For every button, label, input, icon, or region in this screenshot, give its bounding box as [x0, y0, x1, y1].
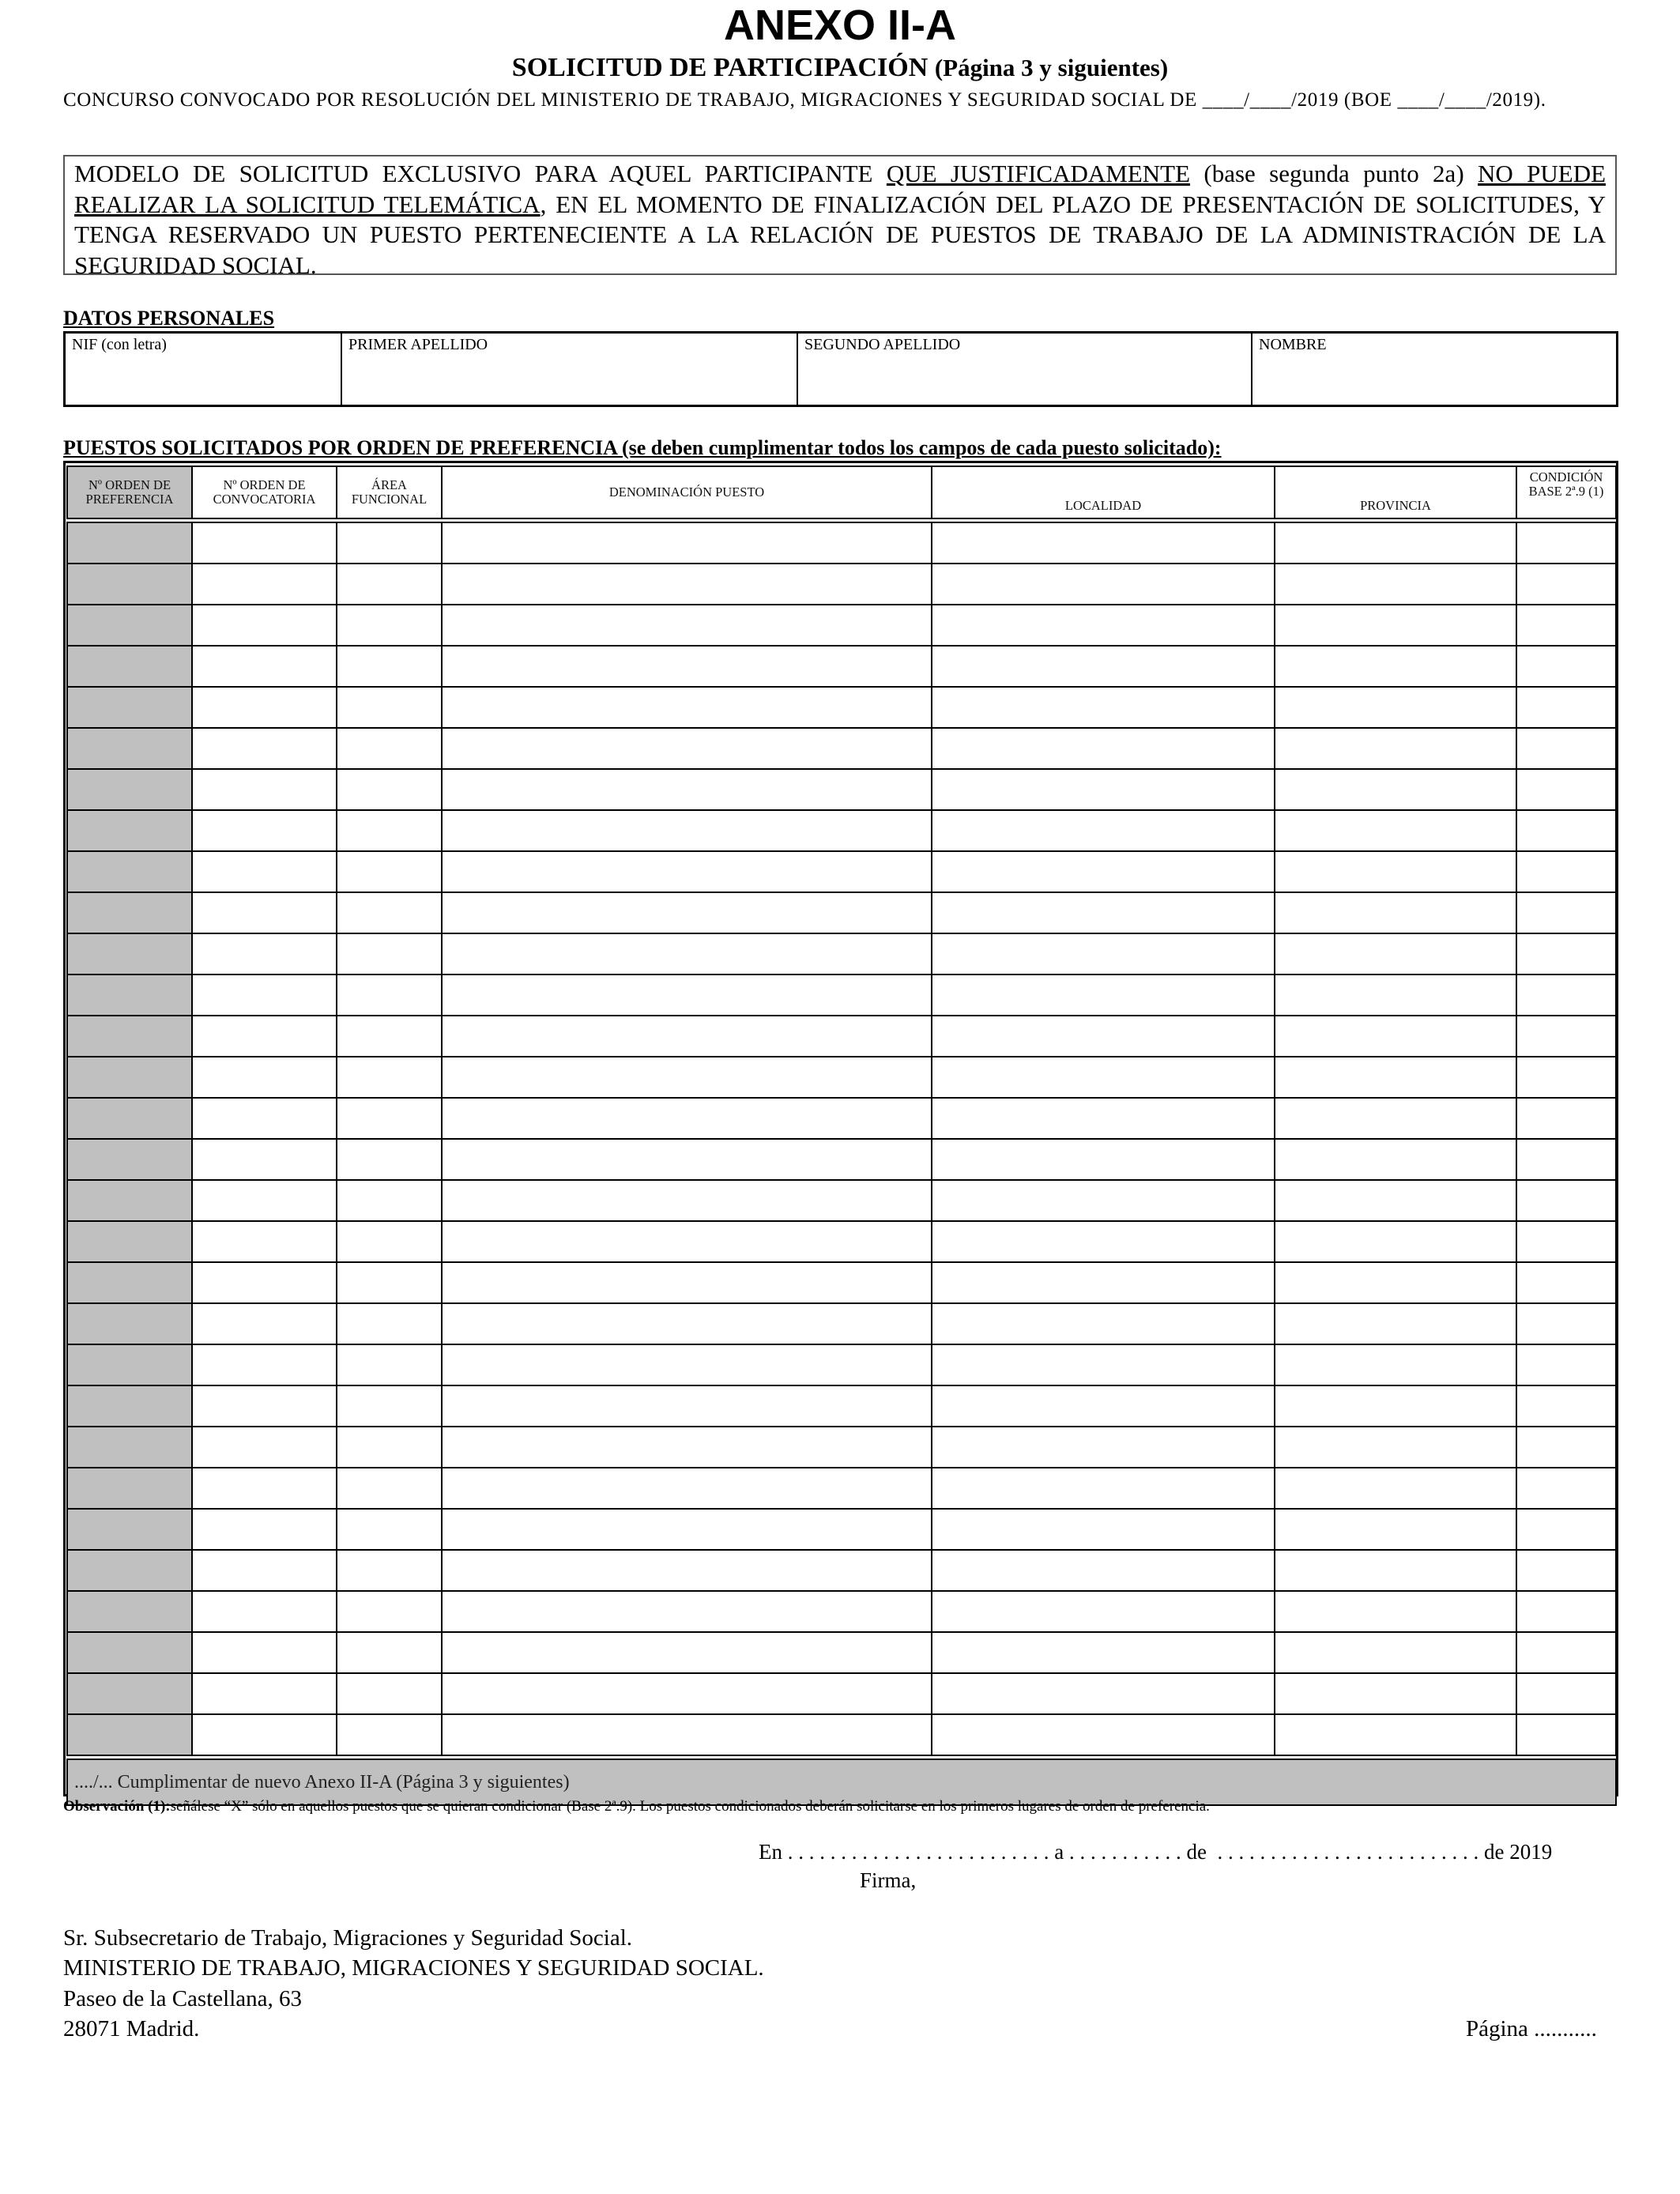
post-row [67, 1016, 1616, 1057]
post-cell[interactable] [192, 687, 337, 728]
post-cell[interactable] [1516, 933, 1616, 974]
post-cell[interactable] [337, 1673, 442, 1714]
post-cell[interactable] [67, 974, 192, 1016]
posts-footer-note: ..../... Cumplimentar de nuevo Anexo II-A (Página 3 y siguientes) [67, 1759, 1616, 1805]
post-cell[interactable] [67, 1139, 192, 1180]
personal-data-table [63, 331, 1618, 407]
observation-text: señálese “X” sólo en aquellos puestos que se quieran condicionar (Base 2ª.9). Los puestos condicionados deberán solicitarse en los primeros lugares de orden de preferencia. [170, 1798, 1210, 1815]
post-cell[interactable] [67, 1262, 192, 1303]
post-cell[interactable] [1516, 974, 1616, 1016]
post-cell[interactable] [337, 1591, 442, 1632]
post-cell[interactable] [442, 851, 932, 892]
post-row [67, 1591, 1616, 1632]
post-cell[interactable] [1275, 974, 1516, 1016]
post-cell[interactable] [1275, 1468, 1516, 1509]
post-cell[interactable] [1275, 810, 1516, 851]
post-cell[interactable] [337, 892, 442, 933]
post-cell[interactable] [932, 1385, 1275, 1427]
post-cell[interactable] [1275, 1591, 1516, 1632]
post-cell[interactable] [192, 769, 337, 810]
post-cell[interactable] [442, 1262, 932, 1303]
post-cell[interactable] [442, 1139, 932, 1180]
post-cell[interactable] [1516, 522, 1616, 564]
post-cell[interactable] [192, 1303, 337, 1344]
post-row [67, 1714, 1616, 1755]
col-area-funcional: ÁREA FUNCIONAL [337, 466, 442, 518]
page-number-label: Página ........... [1466, 2016, 1597, 2041]
post-cell[interactable] [442, 522, 932, 564]
post-cell[interactable] [1516, 1632, 1616, 1673]
post-cell[interactable] [67, 1632, 192, 1673]
post-cell[interactable] [1275, 892, 1516, 933]
post-cell[interactable] [1516, 1180, 1616, 1221]
post-cell[interactable] [192, 1221, 337, 1262]
post-cell[interactable] [192, 1427, 337, 1468]
post-cell[interactable] [1516, 687, 1616, 728]
post-cell[interactable] [932, 974, 1275, 1016]
post-cell[interactable] [337, 1344, 442, 1385]
second-surname-field[interactable] [798, 334, 1252, 405]
post-cell[interactable] [1275, 687, 1516, 728]
post-cell[interactable] [1516, 1057, 1616, 1098]
post-cell[interactable] [932, 728, 1275, 769]
post-cell[interactable] [932, 1016, 1275, 1057]
posts-table-frame [63, 461, 1618, 1796]
post-cell[interactable] [442, 1673, 932, 1714]
post-cell[interactable] [192, 933, 337, 974]
post-cell[interactable] [67, 769, 192, 810]
post-cell[interactable] [337, 1714, 442, 1755]
post-cell[interactable] [1516, 1714, 1616, 1755]
first-surname-field[interactable] [342, 334, 798, 405]
post-row [67, 728, 1616, 769]
post-cell[interactable] [932, 1098, 1275, 1139]
post-cell[interactable] [1516, 1427, 1616, 1468]
name-label: NOMBRE [1259, 336, 1327, 353]
form-subtitle [0, 52, 1680, 84]
post-cell[interactable] [1275, 1016, 1516, 1057]
post-cell[interactable] [192, 1016, 337, 1057]
post-cell[interactable] [67, 1673, 192, 1714]
post-row [67, 769, 1616, 810]
post-row [67, 810, 1616, 851]
post-row [67, 1057, 1616, 1098]
notice-part-2: (base segunda punto 2a) [1190, 160, 1478, 187]
post-cell[interactable] [67, 1303, 192, 1344]
notice-underlined-2: NO PUEDE REALIZAR LA SOLICITUD TELEMÁTICA [74, 160, 1607, 218]
post-cell[interactable] [192, 1632, 337, 1673]
post-row [67, 564, 1616, 605]
post-cell[interactable] [67, 933, 192, 974]
post-cell[interactable] [442, 646, 932, 687]
post-cell[interactable] [192, 564, 337, 605]
post-cell[interactable] [442, 810, 932, 851]
post-cell[interactable] [337, 851, 442, 892]
post-cell[interactable] [192, 1180, 337, 1221]
post-cell[interactable] [442, 892, 932, 933]
post-cell[interactable] [192, 1468, 337, 1509]
post-cell[interactable] [1275, 646, 1516, 687]
post-cell[interactable] [67, 1427, 192, 1468]
post-cell[interactable] [932, 1057, 1275, 1098]
posts-heading-text: PUESTOS SOLICITADOS POR ORDEN DE PREFERENCIA [63, 436, 617, 459]
post-cell[interactable] [1275, 1550, 1516, 1591]
convocatoria-text: CONCURSO CONVOCADO POR RESOLUCIÓN DEL MINISTERIO DE TRABAJO, MIGRACIONES Y SEGURIDAD SOCIAL DE ____/____/2019 (BOE ____/____/2019). [63, 89, 1546, 111]
post-cell[interactable] [337, 1632, 442, 1673]
name-field[interactable] [1252, 334, 1616, 405]
post-cell[interactable] [442, 1098, 932, 1139]
post-cell[interactable] [932, 1550, 1275, 1591]
post-cell[interactable] [932, 1591, 1275, 1632]
post-cell[interactable] [192, 605, 337, 646]
post-cell[interactable] [67, 892, 192, 933]
model-notice-text [74, 159, 1606, 281]
post-cell[interactable] [192, 1262, 337, 1303]
post-cell[interactable] [932, 810, 1275, 851]
post-row [67, 1098, 1616, 1139]
post-cell[interactable] [67, 605, 192, 646]
post-cell[interactable] [442, 769, 932, 810]
post-cell[interactable] [442, 605, 932, 646]
post-cell[interactable] [67, 851, 192, 892]
post-cell[interactable] [442, 1344, 932, 1385]
post-cell[interactable] [337, 646, 442, 687]
post-cell[interactable] [67, 1714, 192, 1755]
post-cell[interactable] [337, 1221, 442, 1262]
post-cell[interactable] [1275, 1673, 1516, 1714]
post-cell[interactable] [337, 564, 442, 605]
post-cell[interactable] [442, 1632, 932, 1673]
col-orden-preferencia: Nº ORDEN DE PREFERENCIA [67, 466, 192, 518]
post-cell[interactable] [192, 1057, 337, 1098]
post-cell[interactable] [932, 1509, 1275, 1550]
post-cell[interactable] [1516, 1591, 1616, 1632]
post-cell[interactable] [67, 687, 192, 728]
observation-label: Observación (1): [63, 1798, 171, 1815]
posts-heading-note: (se deben cumplimentar todos los campos de cada puesto solicitado): [621, 436, 1222, 459]
post-cell[interactable] [67, 1098, 192, 1139]
post-cell[interactable] [1516, 1016, 1616, 1057]
post-cell[interactable] [1275, 605, 1516, 646]
post-row [67, 933, 1616, 974]
subtitle-text: SOLICITUD DE PARTICIPACIÓN [511, 53, 929, 82]
post-cell[interactable] [337, 1468, 442, 1509]
post-cell[interactable] [1516, 851, 1616, 892]
post-cell[interactable] [1516, 564, 1616, 605]
post-cell[interactable] [337, 1098, 442, 1139]
annex-title: ANEXO II-A [723, 2, 957, 49]
post-row [67, 1427, 1616, 1468]
post-cell[interactable] [932, 646, 1275, 687]
post-cell[interactable] [192, 1139, 337, 1180]
post-cell[interactable] [1275, 1509, 1516, 1550]
post-cell[interactable] [442, 1427, 932, 1468]
post-cell[interactable] [932, 1180, 1275, 1221]
post-row [67, 1509, 1616, 1550]
post-cell[interactable] [1275, 1262, 1516, 1303]
post-row [67, 1221, 1616, 1262]
post-row [67, 1550, 1616, 1591]
post-cell[interactable] [442, 687, 932, 728]
post-cell[interactable] [442, 1180, 932, 1221]
post-cell[interactable] [1275, 1385, 1516, 1427]
post-cell[interactable] [337, 1303, 442, 1344]
post-cell[interactable] [337, 1180, 442, 1221]
post-cell[interactable] [442, 933, 932, 974]
recipient-line-2: MINISTERIO DE TRABAJO, MIGRACIONES Y SEGURIDAD SOCIAL. [63, 1955, 764, 1981]
post-cell[interactable] [337, 769, 442, 810]
post-cell[interactable] [1516, 1139, 1616, 1180]
post-cell[interactable] [192, 1509, 337, 1550]
post-cell[interactable] [442, 974, 932, 1016]
post-cell[interactable] [192, 1714, 337, 1755]
post-cell[interactable] [1275, 522, 1516, 564]
post-cell[interactable] [1275, 1427, 1516, 1468]
post-row [67, 851, 1616, 892]
post-cell[interactable] [67, 522, 192, 564]
post-cell[interactable] [1275, 1221, 1516, 1262]
post-cell[interactable] [337, 810, 442, 851]
post-cell[interactable] [932, 605, 1275, 646]
post-cell[interactable] [1516, 1098, 1616, 1139]
model-notice-box [63, 155, 1617, 279]
post-row [67, 1139, 1616, 1180]
second-surname-label: SEGUNDO APELLIDO [804, 336, 961, 353]
post-cell[interactable] [337, 687, 442, 728]
post-cell[interactable] [192, 1344, 337, 1385]
post-cell[interactable] [67, 564, 192, 605]
post-cell[interactable] [442, 564, 932, 605]
nif-label: NIF (con letra) [72, 336, 167, 353]
post-cell[interactable] [1275, 851, 1516, 892]
post-row [67, 1385, 1616, 1427]
post-cell[interactable] [67, 1468, 192, 1509]
post-cell[interactable] [1516, 1550, 1616, 1591]
post-cell[interactable] [932, 933, 1275, 974]
post-cell[interactable] [337, 522, 442, 564]
post-cell[interactable] [442, 1016, 932, 1057]
post-cell[interactable] [67, 1016, 192, 1057]
post-cell[interactable] [192, 522, 337, 564]
post-cell[interactable] [932, 1427, 1275, 1468]
post-cell[interactable] [442, 1221, 932, 1262]
recipient-line-1: Sr. Subsecretario de Trabajo, Migraciones y Seguridad Social. [63, 1925, 633, 1951]
post-cell[interactable] [1275, 1714, 1516, 1755]
post-cell[interactable] [337, 1550, 442, 1591]
post-cell[interactable] [192, 1591, 337, 1632]
post-cell[interactable] [192, 646, 337, 687]
post-cell[interactable] [1275, 1344, 1516, 1385]
post-cell[interactable] [442, 1714, 932, 1755]
post-row [67, 646, 1616, 687]
post-cell[interactable] [67, 728, 192, 769]
post-cell[interactable] [1516, 769, 1616, 810]
post-cell[interactable] [192, 728, 337, 769]
post-cell[interactable] [337, 1016, 442, 1057]
post-cell[interactable] [1516, 1344, 1616, 1385]
post-cell[interactable] [1516, 1385, 1616, 1427]
post-cell[interactable] [192, 1098, 337, 1139]
post-cell[interactable] [1275, 564, 1516, 605]
post-cell[interactable] [67, 1591, 192, 1632]
post-cell[interactable] [1275, 1303, 1516, 1344]
col-localidad: LOCALIDAD [932, 466, 1275, 518]
post-cell[interactable] [442, 1591, 932, 1632]
col-provincia: PROVINCIA [1275, 466, 1516, 518]
post-cell[interactable] [932, 1468, 1275, 1509]
post-cell[interactable] [67, 646, 192, 687]
post-row [67, 1262, 1616, 1303]
post-row [67, 1673, 1616, 1714]
post-cell[interactable] [932, 851, 1275, 892]
post-cell[interactable] [1516, 892, 1616, 933]
posts-heading [63, 437, 1644, 459]
post-cell[interactable] [337, 728, 442, 769]
post-row [67, 522, 1616, 564]
col-orden-convocatoria: Nº ORDEN DE CONVOCATORIA [192, 466, 337, 518]
post-cell[interactable] [442, 1509, 932, 1550]
post-cell[interactable] [192, 851, 337, 892]
recipient-line-4: 28071 Madrid. [63, 2016, 200, 2041]
post-cell[interactable] [337, 1385, 442, 1427]
first-surname-label: PRIMER APELLIDO [348, 336, 488, 353]
post-cell[interactable] [1516, 1303, 1616, 1344]
post-cell[interactable] [1516, 1221, 1616, 1262]
post-cell[interactable] [67, 810, 192, 851]
post-row [67, 1180, 1616, 1221]
post-cell[interactable] [337, 1509, 442, 1550]
post-cell[interactable] [1516, 1509, 1616, 1550]
post-cell[interactable] [932, 687, 1275, 728]
post-cell[interactable] [932, 522, 1275, 564]
post-cell[interactable] [337, 1139, 442, 1180]
col-denominacion: DENOMINACIÓN PUESTO [442, 466, 932, 518]
post-cell[interactable] [1516, 605, 1616, 646]
post-row [67, 687, 1616, 728]
post-cell[interactable] [67, 1509, 192, 1550]
post-cell[interactable] [442, 1385, 932, 1427]
posts-table [66, 466, 1617, 1806]
post-cell[interactable] [67, 1344, 192, 1385]
post-cell[interactable] [442, 1057, 932, 1098]
col-condicion: CONDICIÓN BASE 2ª.9 (1) [1516, 466, 1616, 518]
observation-note [63, 1797, 1618, 1816]
post-cell[interactable] [337, 605, 442, 646]
post-cell[interactable] [1275, 1632, 1516, 1673]
post-cell[interactable] [1516, 728, 1616, 769]
post-cell[interactable] [932, 1673, 1275, 1714]
post-cell[interactable] [192, 1550, 337, 1591]
post-cell[interactable] [337, 1057, 442, 1098]
post-cell[interactable] [67, 1221, 192, 1262]
posts-header-row [67, 466, 1616, 518]
post-cell[interactable] [67, 1385, 192, 1427]
post-cell[interactable] [932, 1139, 1275, 1180]
post-row [67, 1303, 1616, 1344]
post-cell[interactable] [337, 933, 442, 974]
post-cell[interactable] [932, 1303, 1275, 1344]
post-cell[interactable] [1275, 933, 1516, 974]
post-cell[interactable] [67, 1057, 192, 1098]
post-cell[interactable] [442, 1550, 932, 1591]
post-cell[interactable] [442, 728, 932, 769]
notice-part-1: MODELO DE SOLICITUD EXCLUSIVO PARA AQUEL PARTICIPANTE [74, 160, 887, 187]
personal-data-heading: DATOS PERSONALES [63, 307, 275, 330]
post-cell[interactable] [1275, 1098, 1516, 1139]
post-row [67, 974, 1616, 1016]
place-date-line[interactable]: En . . . . . . . . . . . . . . . . . . . . . . . . . a . . . . . . . . . . . de . . . . . . . . . . . . . . . . . . . . . . . . . de 2019 [759, 1840, 1553, 1864]
post-row [67, 1468, 1616, 1509]
post-cell[interactable] [932, 1632, 1275, 1673]
posts-body [67, 522, 1616, 1755]
post-cell[interactable] [67, 1550, 192, 1591]
post-cell[interactable] [932, 1714, 1275, 1755]
subtitle-page-note: (Página 3 y siguientes) [934, 54, 1169, 81]
nif-field[interactable] [66, 334, 342, 405]
post-cell[interactable] [1275, 769, 1516, 810]
post-cell[interactable] [192, 974, 337, 1016]
post-row [67, 1632, 1616, 1673]
post-row [67, 605, 1616, 646]
post-cell[interactable] [932, 1221, 1275, 1262]
signature-label: Firma, [860, 1868, 917, 1892]
post-cell[interactable] [1275, 728, 1516, 769]
post-cell[interactable] [1516, 646, 1616, 687]
post-cell[interactable] [932, 892, 1275, 933]
post-cell[interactable] [192, 1673, 337, 1714]
notice-underlined-1: QUE JUSTIFICADAMENTE [886, 160, 1191, 187]
post-cell[interactable] [1516, 1673, 1616, 1714]
post-cell[interactable] [1516, 1262, 1616, 1303]
post-cell[interactable] [1275, 1139, 1516, 1180]
recipient-line-3: Paseo de la Castellana, 63 [63, 1986, 302, 2011]
post-cell[interactable] [932, 1344, 1275, 1385]
post-cell[interactable] [1275, 1180, 1516, 1221]
post-row [67, 1344, 1616, 1385]
post-cell[interactable] [932, 1262, 1275, 1303]
post-cell[interactable] [1275, 1057, 1516, 1098]
post-cell[interactable] [337, 1427, 442, 1468]
post-cell[interactable] [337, 974, 442, 1016]
post-cell[interactable] [337, 1262, 442, 1303]
post-cell[interactable] [932, 564, 1275, 605]
post-cell[interactable] [442, 1468, 932, 1509]
post-cell[interactable] [1516, 1468, 1616, 1509]
post-cell[interactable] [192, 892, 337, 933]
post-cell[interactable] [932, 769, 1275, 810]
notice-part-3: , EN EL MOMENTO DE FINALIZACIÓN DEL PLAZO DE PRESENTACIÓN DE SOLICITUDES, Y TENGA RESERVADO UN PUESTO PERTENECIENTE A LA RELACIÓN DE PUESTOS DE TRABAJO DE LA ADMINISTRACIÓN DE LA SEGURIDAD SOCIAL. [74, 190, 1606, 279]
post-cell[interactable] [1516, 810, 1616, 851]
post-cell[interactable] [67, 1180, 192, 1221]
post-cell[interactable] [192, 810, 337, 851]
post-cell[interactable] [192, 1385, 337, 1427]
post-cell[interactable] [442, 1303, 932, 1344]
post-row [67, 892, 1616, 933]
